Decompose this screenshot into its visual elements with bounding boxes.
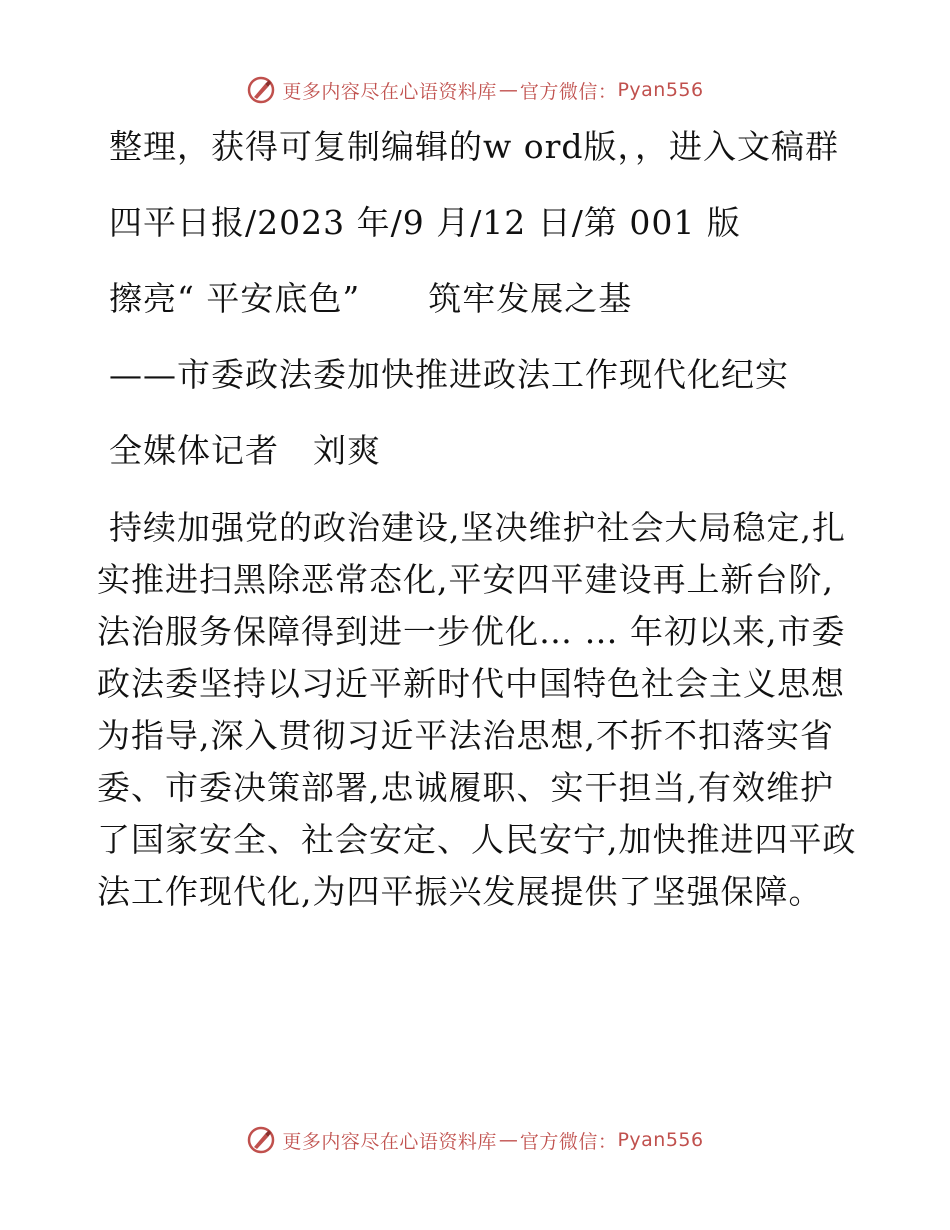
banner-wechat-id: Pyan556 [617, 79, 704, 101]
banner-separator: — [498, 79, 518, 101]
header-watermark-banner [0, 70, 950, 110]
banner-wechat-id: Pyan556 [617, 1129, 704, 1151]
document-body [97, 122, 857, 945]
footer-watermark-banner [0, 1120, 950, 1160]
banner-separator: — [498, 1129, 518, 1151]
byline: 全媒体记者 刘爽 [109, 431, 381, 470]
banner-wechat-label: 官方微信： [519, 1130, 618, 1153]
pen-logo-icon [246, 75, 276, 105]
banner-text: 更多内容尽在心语资料库 [282, 80, 497, 103]
body-text: 持续加强党的政治建设,坚决维护社会大局稳定,扎实推进扫黑除恶常态化,平安四平建设再上新台阶,法治服务保障得到进一步优化… … 年初以来,市委政法委坚持以习近平新时代中国特色社会主义思想为指导,深入贯彻习近平法治思想,不折不扣落实省委、市委决策部署,忠诚履职、实干担当,有效维护了国家安全、社会安定、人民安宁,加快推进四平政法工作现代化,为四平振兴发展提供了坚强保障。 [97, 508, 857, 911]
banner-wechat-label: 官方微信： [519, 80, 618, 103]
pen-logo-icon [246, 1125, 276, 1155]
banner-text: 更多内容尽在心语资料库 [282, 1130, 497, 1153]
subheadline: ——市委政法委加快推进政法工作现代化纪实 [109, 355, 789, 394]
source-line: 四平日报/2023 年/9 月/12 日/第 001 版 [109, 203, 741, 242]
body-paragraph [97, 502, 857, 918]
intro-note: 整理，获得可复制编辑的w ord版，，进入文稿群 [109, 127, 840, 166]
headline: 擦亮“ 平安底色” 筑牢发展之基 [109, 279, 633, 318]
